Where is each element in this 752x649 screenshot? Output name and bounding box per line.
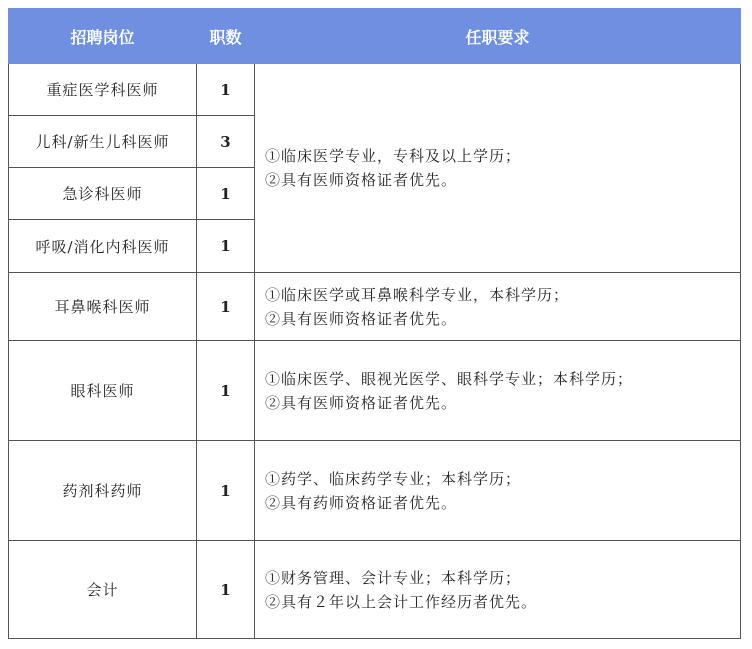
requirement-line: ②具有２年以上会计工作经历者优先。 (265, 592, 538, 611)
requirements-cell (255, 541, 741, 639)
requirement-line: ①财务管理、会计专业；本科学历； (265, 568, 522, 587)
count-cell: 1 (197, 441, 255, 541)
requirements-cell (255, 64, 741, 273)
requirement-line: ①药学、临床药学专业；本科学历； (265, 469, 522, 488)
count-cell: 3 (197, 116, 255, 168)
position-cell: 重症医学科医师 (9, 64, 197, 116)
position-cell: 儿科/新生儿科医师 (9, 116, 197, 168)
requirement-line: ①临床医学、眼视光医学、眼科学专业；本科学历； (265, 369, 634, 388)
count-cell: 1 (197, 541, 255, 639)
requirements-cell (255, 341, 741, 441)
position-cell: 急诊科医师 (9, 168, 197, 220)
position-cell: 耳鼻喉科医师 (9, 273, 197, 341)
table-row (9, 441, 741, 541)
recruitment-table (8, 8, 741, 639)
header-position: 招聘岗位 (9, 9, 197, 64)
count-cell: 1 (197, 341, 255, 441)
table-row (9, 273, 741, 341)
requirement-line: ②具有医师资格证者优先。 (265, 309, 458, 328)
requirements-cell (255, 441, 741, 541)
count-cell: 1 (197, 220, 255, 273)
count-cell: 1 (197, 168, 255, 220)
table-row (9, 64, 741, 116)
position-cell: 药剂科药师 (9, 441, 197, 541)
table-row (9, 341, 741, 441)
count-cell: 1 (197, 273, 255, 341)
position-cell: 眼科医师 (9, 341, 197, 441)
position-cell: 会计 (9, 541, 197, 639)
header-count: 职数 (197, 9, 255, 64)
requirement-line: ②具有药师资格证者优先。 (265, 493, 458, 512)
requirement-line: ①临床医学或耳鼻喉科学专业，本科学历； (265, 285, 570, 304)
header-requirements: 任职要求 (255, 9, 741, 64)
count-cell: 1 (197, 64, 255, 116)
requirement-line: ①临床医学专业，专科及以上学历； (265, 147, 522, 165)
requirement-line: ②具有医师资格证者优先。 (265, 393, 458, 412)
requirements-cell (255, 273, 741, 341)
requirement-line: ②具有医师资格证者优先。 (265, 171, 458, 189)
table-row (9, 541, 741, 639)
position-cell: 呼吸/消化内科医师 (9, 220, 197, 273)
table-header-row (9, 9, 741, 64)
